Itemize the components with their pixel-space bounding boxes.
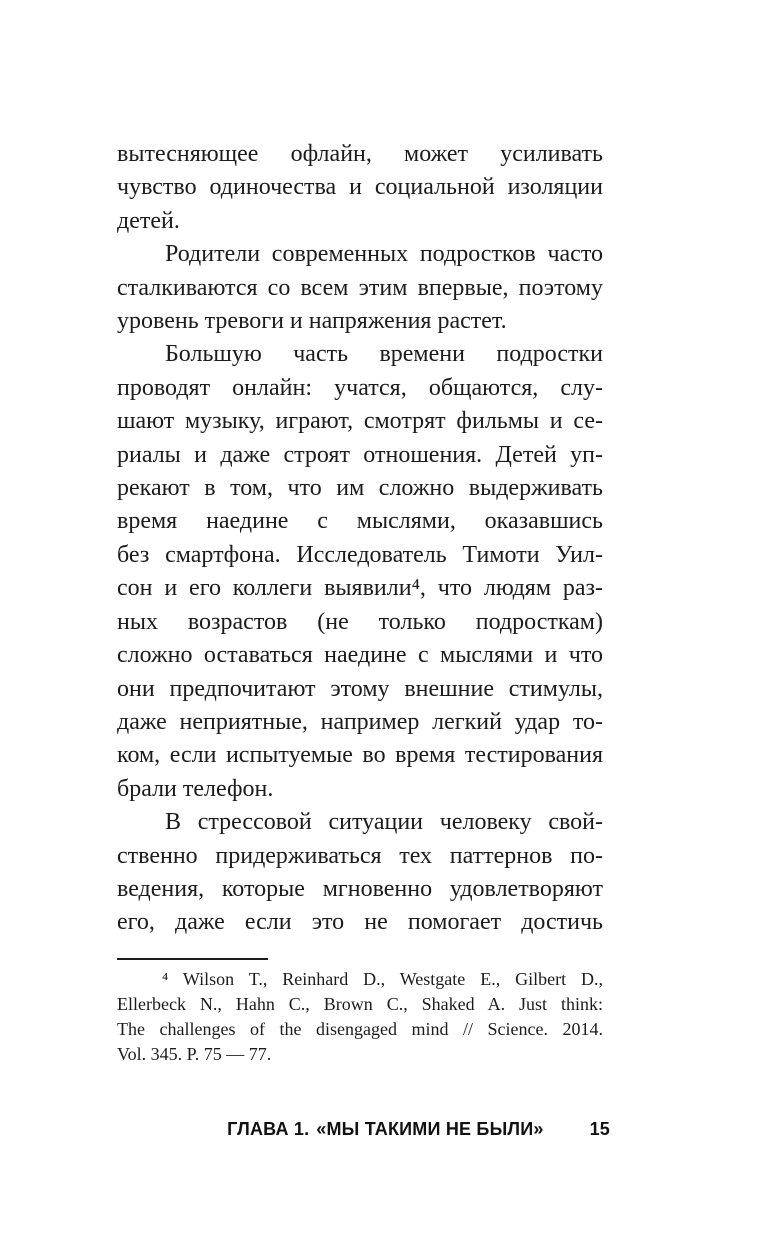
body-text-line: рекают в том, что им сложно выдерживать [117, 475, 603, 502]
body-text-line: проводят онлайн: учатся, общаются, слу- [117, 374, 603, 401]
body-text-line: риалы и даже строят отношения. Детей уп- [117, 441, 603, 468]
body-text-line: детей. [117, 207, 180, 234]
body-text-line: сталкиваются со всем этим впервые, поэтому [117, 274, 603, 301]
body-text-line: время наедине с мыслями, оказавшись [117, 508, 603, 535]
body-text-line: они предпочитают этому внешние стимулы, [117, 675, 603, 702]
footnote-text-line: The challenges of the disengaged mind // Science. 2014. [117, 1019, 603, 1039]
running-footer [117, 1119, 610, 1140]
body-text-line: уровень тревоги и напряжения растет. [117, 308, 507, 335]
footnote-separator-rule [117, 958, 268, 960]
footnote-text-line: Ellerbeck N., Hahn C., Brown C., Shaked A. Just think: [117, 994, 603, 1014]
body-text-line: сон и его коллеги выявили⁴, что людям раз- [117, 575, 603, 602]
body-text-line: брали телефон. [117, 775, 274, 802]
body-text-line: чувство одиночества и социальной изоляции [117, 174, 603, 201]
body-text-line: ственно придерживаться тех паттернов по- [117, 842, 603, 869]
chapter-title-label: «МЫ ТАКИМИ НЕ БЫЛИ» [316, 1119, 544, 1139]
body-text-line: ных возрастов (не только подросткам) [117, 608, 603, 635]
body-text-line: сложно оставаться наедине с мыслями и что [117, 642, 603, 669]
footnote-text-line: ⁴ Wilson T., Reinhard D., Westgate E., Gilbert D., [162, 969, 603, 989]
body-text-line: шают музыку, играют, смотрят фильмы и се- [117, 408, 603, 435]
footnote-text-line: Vol. 345. P. 75 — 77. [117, 1044, 272, 1064]
body-text-block [117, 138, 603, 940]
page-number: 15 [589, 1119, 610, 1139]
body-text-line: Большую часть времени подростки [165, 341, 603, 368]
body-text-line: Родители современных подростков часто [165, 241, 603, 268]
body-text-line: без смартфона. Исследователь Тимоти Уил- [117, 541, 603, 568]
body-text-line: даже неприятные, например легкий удар то- [117, 708, 603, 735]
body-text-line: ведения, которые мгновенно удовлетворяют [117, 875, 603, 902]
body-text-line: В стрессовой ситуации человеку свой- [165, 809, 603, 836]
chapter-number-label: ГЛАВА 1. [227, 1119, 310, 1139]
footnote-block [117, 967, 603, 1067]
body-text-line: вытесняющее офлайн, может усиливать [117, 141, 603, 167]
body-text-line: его, даже если это не помогает достичь [117, 909, 603, 936]
body-text-line: ком, если испытуемые во время тестирования [117, 742, 603, 769]
running-footer-title [227, 1119, 543, 1140]
